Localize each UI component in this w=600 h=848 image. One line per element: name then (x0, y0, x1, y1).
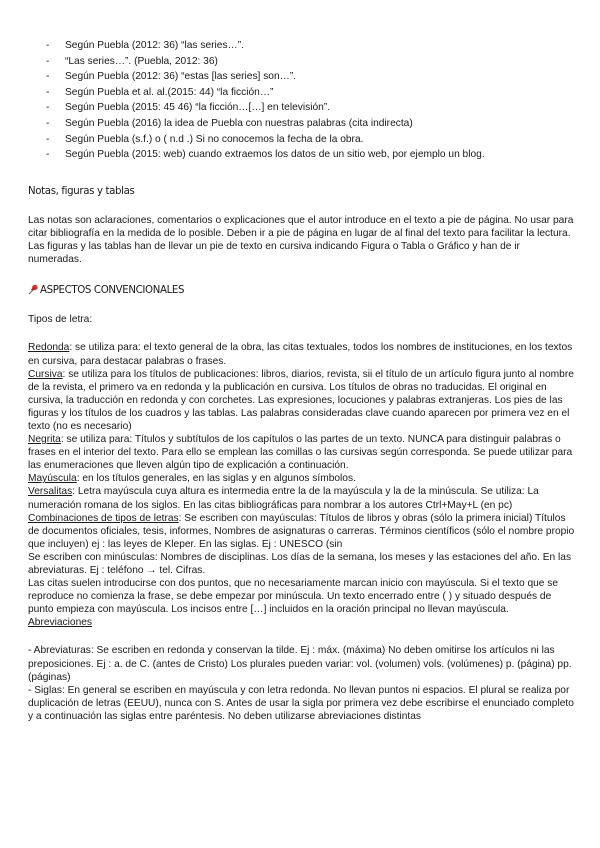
list-item: - Según Puebla (2012: 36) “estas [las series] son…”. (46, 69, 576, 85)
document-page (28, 38, 576, 723)
notes-heading: Notas, figuras y tablas (28, 185, 135, 197)
negrita-paragraph (28, 433, 576, 472)
redonda-text: : se utiliza para: el texto general de la obra, las citas textuales, todos los nombres de instituciones, en los textos en cursiva, para destacar palabras o frases. (28, 342, 573, 367)
versalitas-text: : Letra mayúscula cuya altura es intermedia entre la de la mayúscula y la de la minúscula. Se utiliza: La numeración romana de los siglos. En las citas bibliográficas para nombrar a los autores Ctrl+May+L (en pc) (28, 486, 539, 511)
cursiva-text: : se utiliza para los títulos de publicaciones: libros, diarios, revista, sii el título de un artículo figura junto al nombre de la revista, el primero va en redonda y la publicación en cursiva. Los títulos de obras no traducidas. El original en cursiva, la traducción en redonda y con corchetes. Las expresiones, locuciones y palabras extranjeras. Los pies de las figuras y los títulos de los cuadros y las tablas. Las palabras consideradas clave cuando aparecen por primera vez en el texto (no es necesario) (28, 368, 574, 432)
redonda-term: Redonda (28, 342, 70, 354)
cursiva-term: Cursiva (28, 368, 63, 380)
list-item: - Según Puebla (2015: web) cuando extraemos los datos de un sitio web, por ejemplo un blog. (46, 147, 576, 163)
siglas-paragraph: - Siglas: En general se escriben en mayúscula y con letra redonda. No llevan puntos ni espacios. El plural se realiza por duplicación de letras (EEUU), nunca con S. Antes de usar la sigla por primera vez debe escribirse el enunciado completo y a continuación las siglas entre paréntesis. No deben utilizarse abreviaciones distintas (28, 684, 574, 722)
versalitas-paragraph (28, 485, 576, 511)
list-item: - Según Puebla et al. al.(2015: 44) “la ficción…” (46, 85, 576, 101)
abreviaturas-paragraph: - Abreviaturas: Se escriben en redonda y conservan la tilde. Ej : máx. (máxima) No deben omitirse los artículos ni las preposiciones. Ej : a. de C. (antes de Cristo) Los plurales pueden variar: vol. (volumen) vols. (volúmenes) p. (página) pp. (páginas) (28, 645, 572, 683)
citas-puntos-paragraph: Las citas suelen introducirse con dos puntos, que no necesariamente marcan inicio con mayúscula. Si el texto que se reproduce no comienza la frase, se debe empezar por minúscula. Un texto encerrado entre ( ) y situado después de punto empieza con mayúscula. Los incisos entre […] incluidos en la oración principal no llevan mayúscula. (28, 578, 559, 616)
list-item: - “Las series…”. (Puebla, 2012: 36) (46, 54, 576, 70)
mayuscula-paragraph (28, 472, 576, 485)
list-item: - Según Puebla (2012: 36) “las series…”. (46, 38, 576, 54)
font-types-label: Tipos de letra: (28, 314, 93, 326)
combinaciones-paragraph (28, 512, 576, 551)
list-item: - Según Puebla (2016) la idea de Puebla con nuestras palabras (cita indirecta) (46, 116, 576, 132)
minusculas-paragraph: Se escriben con minúsculas: Nombres de disciplinas. Los días de la semana, los meses y las estaciones del año. En las abreviaturas. Ej : teléfono → tel. Cifras. (28, 551, 572, 576)
mayuscula-term: Mayúscula (28, 473, 77, 485)
mayuscula-text: : en los títulos generales, en las siglas y en algunos símbolos. (76, 473, 356, 485)
combinaciones-term: Combinaciones de tipos de letras (28, 512, 179, 524)
versalitas-term: Versalitas (28, 486, 73, 498)
redonda-paragraph (28, 341, 576, 367)
list-item: - Según Puebla (s.f.) o ( n.d .) Si no conocemos la fecha de la obra. (46, 132, 576, 148)
combinaciones-text: : Se escriben con mayúsculas: Títulos de libros y obras (sólo la primera inicial) Títulos de documentos oficiales, tesis, informes, Nombres de asignaturas o carreras. Términos científicos (sólo el nombre propio que incluyen) ej : las leyes de Kleper. En las siglas. Ej : UNESCO (sin (28, 512, 575, 550)
abreviaciones-heading: Abreviaciones (28, 617, 92, 629)
conventions-heading (28, 284, 576, 297)
list-item: - Según Puebla (2015: 45 46) “la ficción…[…] en televisión”. (46, 100, 576, 116)
notes-paragraph: Las notas son aclaraciones, comentarios o explicaciones que el autor introduce en el texto a pie de página. No usar para citar bibliografía en la medida de lo posible. Deben ir a pie de página en lugar de al final del texto para facilitar la lectura. Las figuras y las tablas han de llevar un pie de texto en cursiva indicando Figura o Tabla o Gráfico y han de ir numeradas. (28, 214, 574, 266)
negrita-text: : se utiliza para: Títulos y subtítulos de los capítulos o las partes de un texto. NUNCA para distinguir palabras o frases en el interior del texto. Para ello se emplean las comillas o las cursivas según corresponda. Se puede utilizar para las enumeraciones que lleven algún tipo de explicación a continuación. (28, 434, 573, 472)
negrita-term: Negrita (28, 434, 61, 446)
citation-examples-list (46, 38, 576, 163)
pushpin-icon (28, 284, 40, 297)
cursiva-paragraph (28, 368, 576, 433)
conventions-heading-text: ASPECTOS CONVENCIONALES (40, 285, 185, 297)
